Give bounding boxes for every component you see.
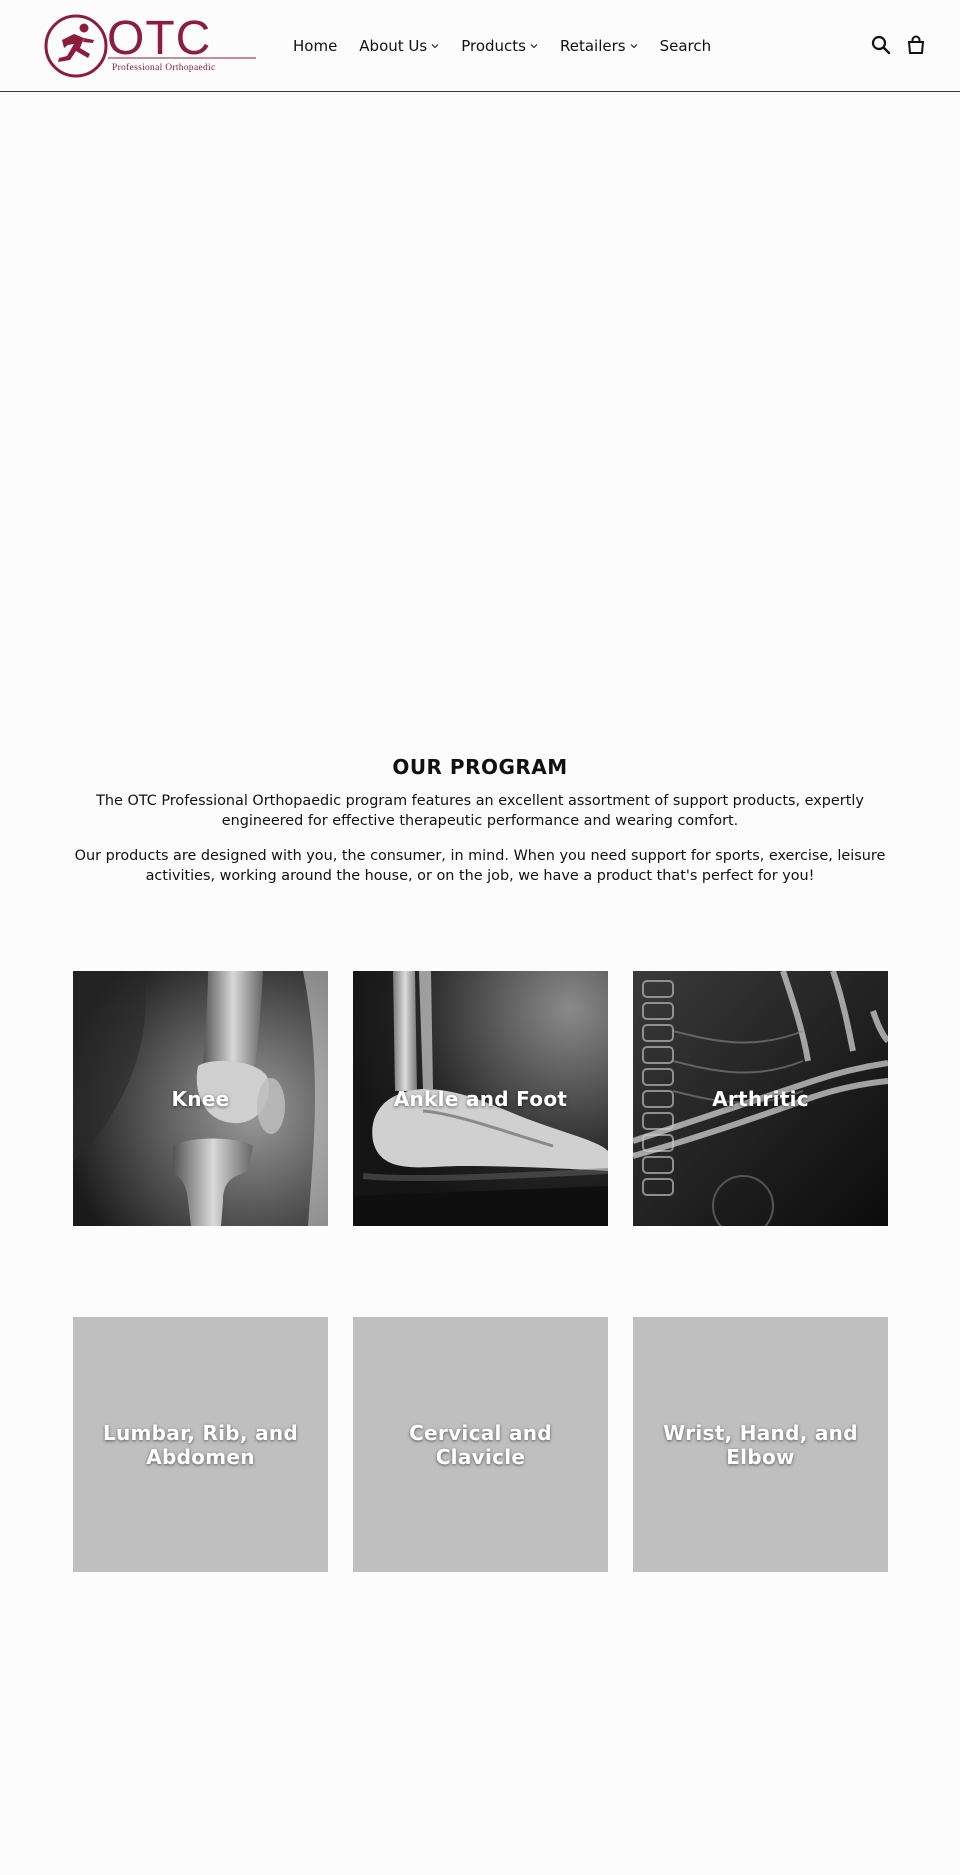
- nav-retailers[interactable]: [560, 37, 638, 55]
- category-tile-knee[interactable]: [73, 971, 328, 1226]
- nav-about-us[interactable]: [359, 37, 439, 55]
- search-icon[interactable]: [870, 34, 892, 56]
- category-label: Arthritic: [712, 1086, 809, 1111]
- category-label: Lumbar, Rib, and Abdomen: [102, 1420, 299, 1469]
- category-label: Cervical and Clavicle: [409, 1420, 552, 1469]
- category-tile-arthritic[interactable]: [633, 971, 888, 1226]
- site-header: [0, 0, 960, 92]
- nav-search[interactable]: [660, 37, 712, 55]
- category-tile-lumbar-rib-abdomen[interactable]: [73, 1317, 328, 1572]
- cart-icon[interactable]: [905, 34, 927, 56]
- nav-products[interactable]: [461, 37, 538, 55]
- program-description: Our products are designed with you, the consumer, in mind. When you need support for sports, exercise, leisure activities, working around the house, or on the job, we have a product that's perfect for you!: [74, 848, 886, 884]
- otc-logo[interactable]: [44, 14, 256, 78]
- category-label: Ankle and Foot: [393, 1086, 568, 1111]
- category-tile-ankle-foot[interactable]: [353, 971, 608, 1226]
- main-nav: [293, 34, 733, 58]
- category-label: Wrist, Hand, and Elbow: [663, 1420, 858, 1469]
- program-description: The OTC Professional Orthopaedic program features an excellent assortment of support products, expertly engineered for effective therapeutic performance and wearing comfort.: [96, 793, 864, 829]
- nav-retailers-label: Retailers: [560, 37, 626, 55]
- chevron-down-icon: [431, 42, 439, 50]
- nav-home-label: Home: [293, 37, 338, 55]
- program-title: OUR PROGRAM: [392, 755, 568, 779]
- svg-text:OTC: OTC: [107, 14, 212, 65]
- hero-banner: [0, 93, 960, 723]
- category-label: Knee: [171, 1086, 230, 1111]
- chevron-down-icon: [530, 42, 538, 50]
- category-tile-cervical-clavicle[interactable]: [353, 1317, 608, 1572]
- nav-products-label: Products: [461, 37, 526, 55]
- nav-home[interactable]: [293, 37, 337, 55]
- nav-about-us-label: About Us: [359, 37, 428, 55]
- chevron-down-icon: [630, 42, 638, 50]
- nav-search-label: Search: [659, 37, 712, 55]
- category-tile-wrist-hand-elbow[interactable]: [633, 1317, 888, 1572]
- svg-text:Professional Orthopaedic: Professional Orthopaedic: [112, 63, 216, 73]
